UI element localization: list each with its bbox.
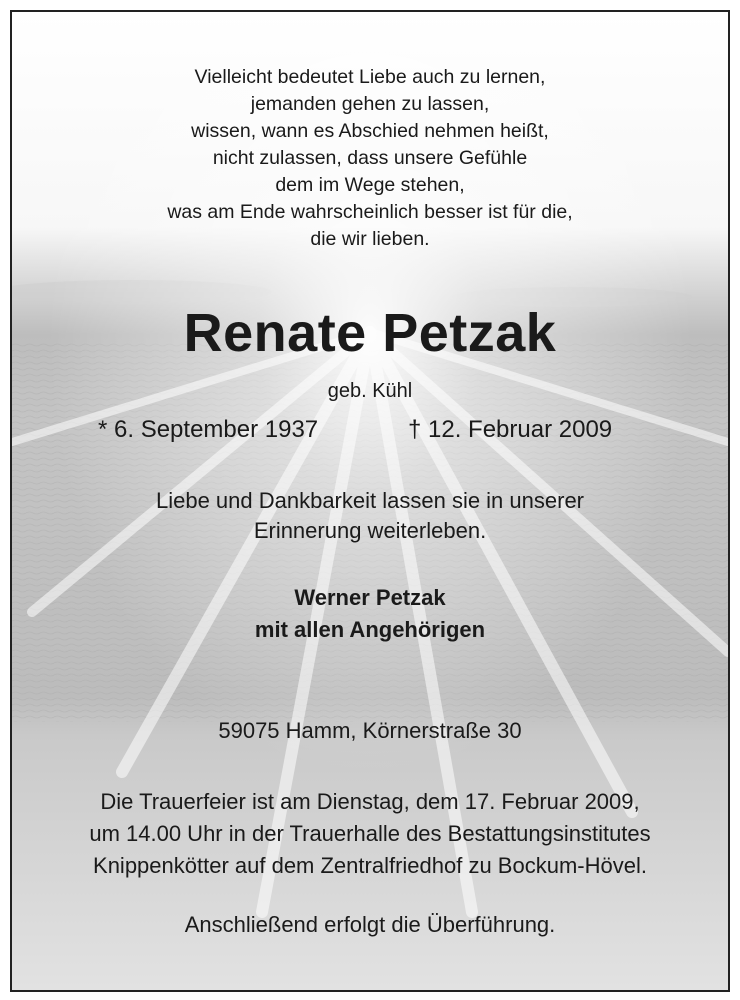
- maiden-name: geb. Kühl: [327, 380, 413, 402]
- poem-line: jemanden gehen zu lassen,: [250, 93, 490, 115]
- obituary-notice: [10, 10, 730, 992]
- poem-line: die wir lieben.: [310, 228, 430, 250]
- ceremony-line: Knippenkötter auf dem Zentralfriedhof zu Bockum-Hövel.: [93, 853, 647, 878]
- memory-line: Erinnerung weiterleben.: [253, 518, 487, 543]
- poem-line: dem im Wege stehen,: [275, 174, 465, 196]
- birth-date: * 6. September 1937: [98, 416, 319, 443]
- poem-line: Vielleicht bedeutet Liebe auch zu lernen,: [194, 66, 546, 88]
- poem: [12, 64, 728, 253]
- ceremony-line: Die Trauerfeier ist am Dienstag, dem 17. Februar 2009,: [100, 789, 640, 814]
- memory-text: [12, 486, 728, 546]
- ceremony-line: um 14.00 Uhr in der Trauerhalle des Bestattungsinstitutes: [89, 821, 651, 846]
- memory-line: Liebe und Dankbarkeit lassen sie in unserer: [155, 488, 585, 513]
- poem-line: nicht zulassen, dass unsere Gefühle: [212, 147, 528, 169]
- deceased-name: Renate Petzak: [183, 303, 557, 363]
- poem-line: wissen, wann es Abschied nehmen heißt,: [191, 120, 549, 142]
- signer-line: Werner Petzak: [294, 585, 446, 610]
- signers: [12, 582, 728, 646]
- transfer-note: Anschließend erfolgt die Überführung.: [184, 912, 556, 937]
- death-date: † 12. Februar 2009: [408, 416, 613, 443]
- address: 59075 Hamm, Körnerstraße 30: [218, 718, 522, 743]
- poem-line: was am Ende wahrscheinlich besser ist für die,: [167, 201, 573, 223]
- ceremony-info: [12, 786, 728, 882]
- signer-line: mit allen Angehörigen: [254, 617, 486, 642]
